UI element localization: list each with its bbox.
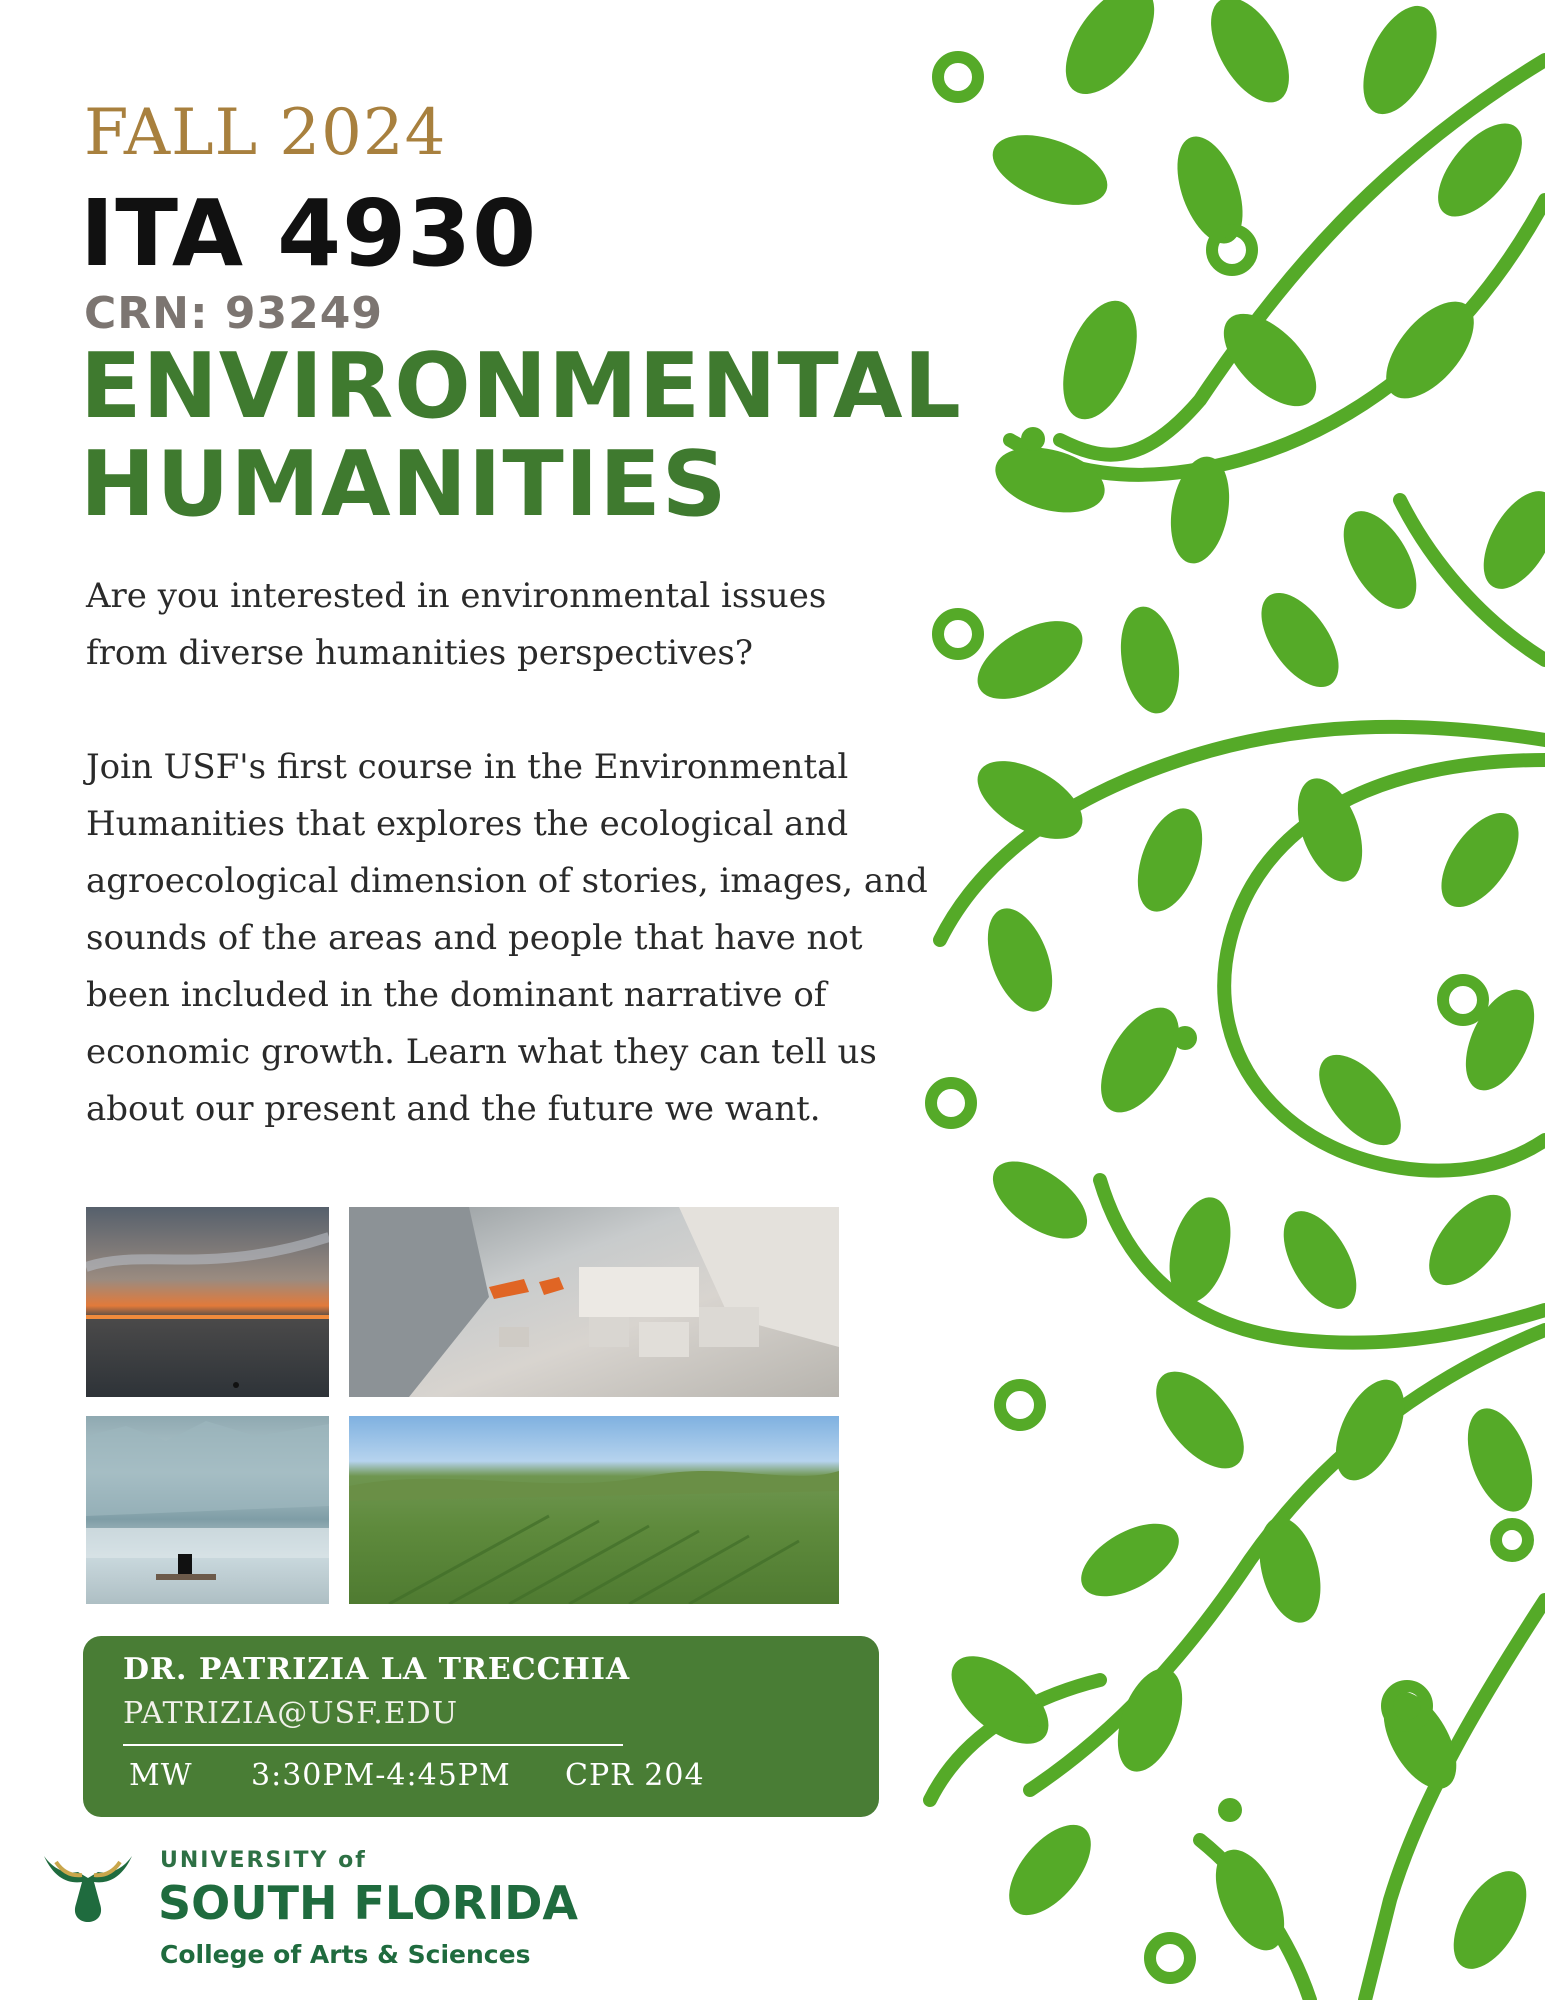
intro-paragraph [86,568,966,682]
class-room: CPR 204 [565,1758,705,1793]
class-time: 3:30PM-4:45PM [251,1758,511,1793]
description-line: economic growth. Learn what they can tell us [86,1032,877,1072]
vineyard-hills-photo [349,1416,839,1604]
description-line: Join USF's first course in the Environmental [86,747,849,787]
description-paragraph [86,739,966,1138]
semester-label: FALL 2024 [84,96,447,170]
university-label: UNIVERSITY of [160,1848,367,1873]
marble-quarry-photo [349,1207,839,1397]
course-title-line-1: ENVIRONMENTAL [80,334,962,439]
college-name: College of Arts & Sciences [160,1940,531,1969]
instructor-name: DR. PATRIZIA LA TRECCHIA [123,1652,631,1687]
description-line: sounds of the areas and people that have not [86,918,863,958]
instructor-email[interactable]: PATRIZIA@USF.EDU [123,1696,459,1731]
divider [123,1744,623,1746]
university-name: SOUTH FLORIDA [158,1876,578,1930]
class-days: MW [129,1758,193,1793]
description-line: agroecological dimension of stories, images, and [86,861,928,901]
glacier-piano-photo [86,1416,329,1604]
instructor-info-box [83,1636,879,1817]
description-line: Humanities that explores the ecological and [86,804,849,844]
intro-line: Are you interested in environmental issues [86,576,827,616]
course-title-line-2: HUMANITIES [80,432,728,537]
bull-horns-logo-icon [36,1848,140,1926]
sunset-sea-photo [86,1207,329,1397]
course-title [80,334,962,537]
intro-line: from diverse humanities perspectives? [86,633,754,673]
description-line: about our present and the future we want. [86,1089,821,1129]
crn-number: CRN: 93249 [84,288,383,339]
description-line: been included in the dominant narrative of [86,975,827,1015]
course-code: ITA 4930 [80,180,538,287]
